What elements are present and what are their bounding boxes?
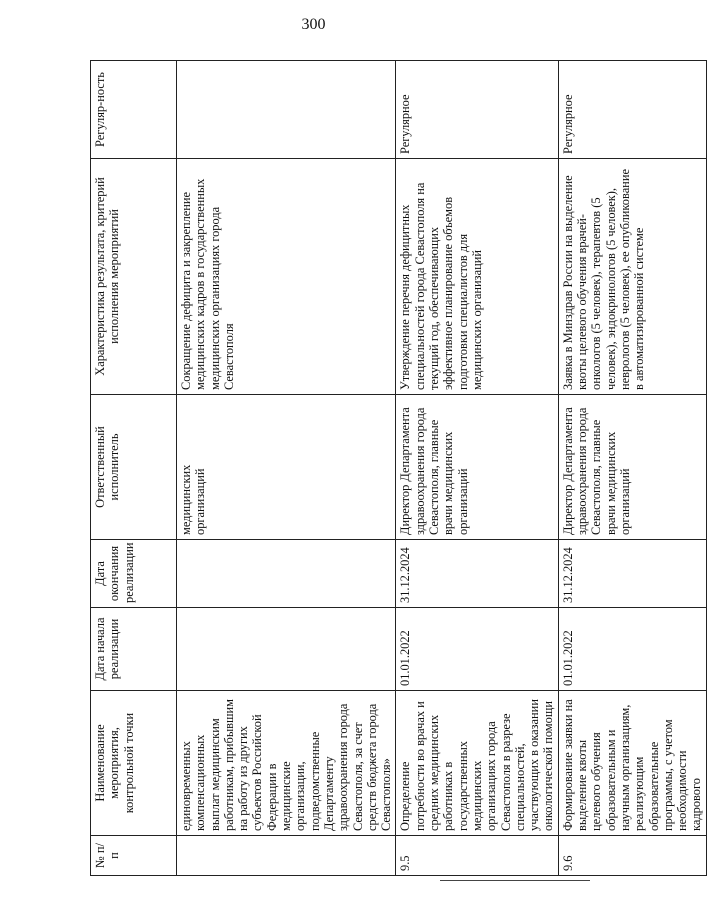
- cell-name: Формирование заявки на выделение квоты целевого обучения образовательным и научным организациям, реализующим образовательные программы, с учетом необходимости кадрового: [558, 691, 706, 836]
- cell-end-date: [177, 540, 396, 608]
- rotated-table-container: [90, 61, 704, 876]
- header-regularity: Регуляр-ность: [91, 61, 177, 159]
- measures-table: [90, 60, 707, 876]
- cell-result: Утверждение перечня дефицитных специальностей города Севастополя на текущий год, обеспечивающих эффективное планирование объемов подготовки специалистов для медицинских организаций: [396, 159, 558, 395]
- cell-num: [177, 836, 396, 876]
- cell-executor: Директор Департамента здравоохранения города Севастополя, главные врачи медицинских организаций: [396, 395, 558, 540]
- cell-executor: Директор Департамента здравоохранения города Севастополя, главные врачи медицинских организаций: [558, 395, 706, 540]
- table-row: [558, 61, 706, 876]
- table-row: [396, 61, 558, 876]
- cell-result: Заявка в Минздрав России на выделение квоты целевого обучения врачей-онкологов (5 человек), терапевтов (5 человек), эндокринологов (5 человек), неврологов (5 человек), ее опубликование в автоматизированной системе: [558, 159, 706, 395]
- cell-start-date: 01.01.2022: [558, 608, 706, 691]
- table-header-row: [91, 61, 177, 876]
- cell-start-date: 01.01.2022: [396, 608, 558, 691]
- header-start-date: Дата начала реализации: [91, 608, 177, 691]
- cell-result: Сокращение дефицита и закрепление медицинских кадров в государственных медицинских организациях города Севастополя: [177, 159, 396, 395]
- cell-end-date: 31.12.2024: [396, 540, 558, 608]
- cell-name: единовременных компенсационных выплат медицинским работникам, прибывшим на работу из других субъектов Российской Федерации в медицинские организации, подведомственные Департаменту здравоохранения города Севастополя, за счет средств бюджета города Севастополя»: [177, 691, 396, 836]
- cell-end-date: 31.12.2024: [558, 540, 706, 608]
- page-number: 300: [301, 16, 326, 33]
- header-end-date: Дата окончания реализации: [91, 540, 177, 608]
- cell-regularity: Регулярное: [558, 61, 706, 159]
- table-row: [177, 61, 396, 876]
- header-result: Характеристика результата, критерий исполнения мероприятий: [91, 159, 177, 395]
- cell-regularity: [177, 61, 396, 159]
- cell-num: 9.6: [558, 836, 706, 876]
- cell-executor: медицинских организаций: [177, 395, 396, 540]
- header-num: № п/п: [91, 836, 177, 876]
- cell-start-date: [177, 608, 396, 691]
- cell-name: Определение потребности во врачах и средних медицинских работниках в государственных медицинских организациях города Севастополя в разрезе специальностей, участвующих в оказании онкологической помощи: [396, 691, 558, 836]
- cell-regularity: Регулярное: [396, 61, 558, 159]
- header-executor: Ответственный исполнитель: [91, 395, 177, 540]
- bottom-divider: [440, 880, 590, 881]
- cell-num: 9.5: [396, 836, 558, 876]
- header-name: Наименование мероприятия, контрольной точки: [91, 691, 177, 836]
